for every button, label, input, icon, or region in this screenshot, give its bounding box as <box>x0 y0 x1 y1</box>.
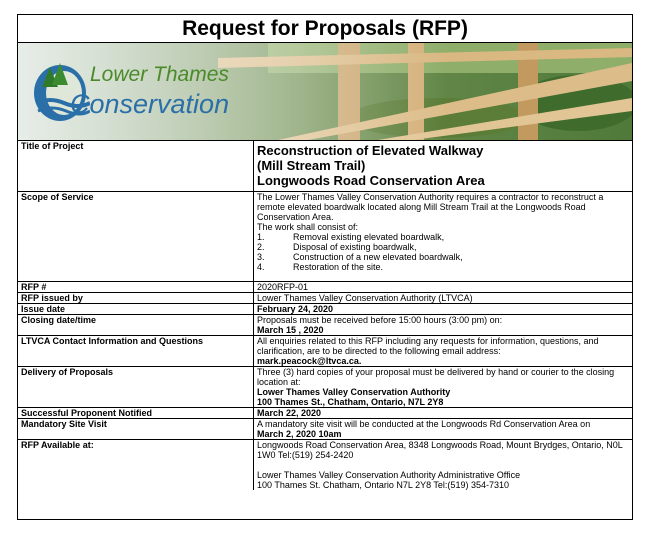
delivery-address: 100 Thames St., Chatham, Ontario, N7L 2Y8 <box>257 397 444 407</box>
contact-label: LTVCA Contact Information and Questions <box>18 336 254 367</box>
scope-item-text: Disposal of existing boardwalk, <box>293 242 417 252</box>
site-visit-text: A mandatory site visit will be conducted at the Longwoods Rd Conservation Area on <box>257 419 591 429</box>
scope-item-num: 1. <box>257 232 265 242</box>
scope-label: Scope of Service <box>18 192 254 282</box>
rfp-number-label: RFP # <box>18 282 254 293</box>
issue-date-label: Issue date <box>18 304 254 315</box>
row-available <box>18 440 632 491</box>
notified-value: March 22, 2020 <box>254 408 633 419</box>
closing-date: March 15 , 2020 <box>257 325 324 335</box>
scope-intro: The Lower Thames Valley Conservation Authority requires a contractor to reconstruct a remote elevated boardwalk located along Mill Stream Trail at the Longwoods Road Conservation Area. <box>257 192 604 222</box>
row-contact <box>18 336 632 367</box>
site-visit-date: March 2, 2020 10am <box>257 429 342 439</box>
scope-item <box>257 242 629 252</box>
site-visit-label: Mandatory Site Visit <box>18 419 254 440</box>
scope-item-num: 3. <box>257 252 265 262</box>
available-line1: Longwoods Road Conservation Area, 8348 Longwoods Road, Mount Brydges, Ontario, N0L 1W0 Tel:(519) 254-2420 <box>257 440 623 460</box>
page-title: Request for Proposals (RFP) <box>18 15 632 43</box>
row-site-visit <box>18 419 632 440</box>
title-of-project-label: Title of Project <box>18 141 254 192</box>
scope-list <box>257 232 629 272</box>
available-line3: 100 Thames St. Chatham, Ontario N7L 2Y8 Tel:(519) 354-7310 <box>257 480 509 490</box>
available-label: RFP Available at: <box>18 440 254 491</box>
scope-item-num: 2. <box>257 242 265 252</box>
delivery-text: Three (3) hard copies of your proposal must be delivered by hand or courier to the closing location at: <box>257 367 615 387</box>
scope-item-text: Construction of a new elevated boardwalk, <box>293 252 463 262</box>
rfp-details-table <box>18 141 632 490</box>
scope-item <box>257 232 629 242</box>
logo-line1: Lower Thames <box>90 63 229 86</box>
row-title-of-project <box>18 141 632 192</box>
closing-label: Closing date/time <box>18 315 254 336</box>
issue-date-value: February 24, 2020 <box>254 304 633 315</box>
row-closing <box>18 315 632 336</box>
row-delivery <box>18 367 632 408</box>
delivery-label: Delivery of Proposals <box>18 367 254 408</box>
spacer <box>257 460 629 470</box>
banner-image <box>18 43 632 141</box>
scope-item-num: 4. <box>257 262 265 272</box>
project-title-line3: Longwoods Road Conservation Area <box>257 173 485 188</box>
scope-item-text: Restoration of the site. <box>293 262 384 272</box>
available-value <box>254 440 633 491</box>
site-visit-value <box>254 419 633 440</box>
scope-item <box>257 252 629 262</box>
row-issued-by <box>18 293 632 304</box>
contact-text: All enquiries related to this RFP including any requests for information, questions, and clarification, are to be directed to the following email address: <box>257 336 599 356</box>
available-line2: Lower Thames Valley Conservation Authority Administrative Office <box>257 470 521 480</box>
project-title-line2: (Mill Stream Trail) <box>257 158 366 173</box>
contact-value <box>254 336 633 367</box>
rfp-document <box>17 14 633 520</box>
title-of-project-value <box>254 141 633 192</box>
scope-item <box>257 262 629 272</box>
notified-label: Successful Proponent Notified <box>18 408 254 419</box>
row-notified <box>18 408 632 419</box>
scope-consist: The work shall consist of: <box>257 222 359 232</box>
closing-value <box>254 315 633 336</box>
delivery-org: Lower Thames Valley Conservation Authority <box>257 387 451 397</box>
logo-line2: Conservation <box>70 89 230 119</box>
issued-by-value: Lower Thames Valley Conservation Authority (LTVCA) <box>254 293 633 304</box>
row-issue-date <box>18 304 632 315</box>
row-scope <box>18 192 632 282</box>
row-rfp-number <box>18 282 632 293</box>
rfp-number-value: 2020RFP-01 <box>254 282 633 293</box>
scope-item-text: Removal existing elevated boardwalk, <box>293 232 445 242</box>
closing-text: Proposals must be received before 15:00 hours (3:00 pm) on: <box>257 315 503 325</box>
contact-email-link[interactable]: mark.peacock@ltvca.ca. <box>257 356 362 366</box>
lower-thames-logo <box>30 57 260 125</box>
scope-value <box>254 192 633 282</box>
project-title-line1: Reconstruction of Elevated Walkway <box>257 143 484 158</box>
delivery-value <box>254 367 633 408</box>
issued-by-label: RFP issued by <box>18 293 254 304</box>
